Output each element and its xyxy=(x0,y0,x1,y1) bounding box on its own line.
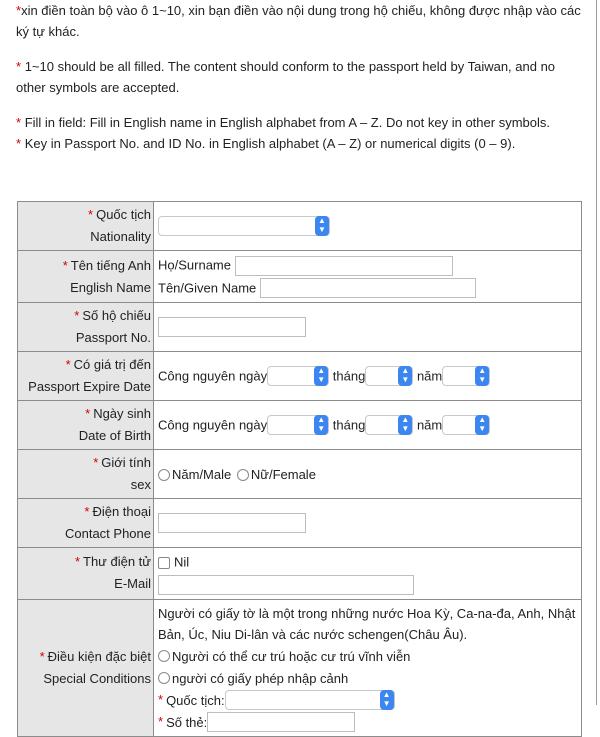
female-label: Nữ/Female xyxy=(250,467,316,483)
note-english-3: * Key in Passport No. and ID No. in English alphabet (A – Z) or numerical digits (0 – 9). xyxy=(16,136,516,151)
select-arrows-icon: ▲ ▼ xyxy=(475,415,489,435)
expire-day-label: Công nguyên ngày xyxy=(158,368,268,384)
expire-year-select[interactable] xyxy=(442,366,490,386)
label-passport-no: * Số hộ chiếu Passport No. xyxy=(18,303,154,352)
row-sex xyxy=(18,450,582,499)
select-arrows-icon: ▲ ▼ xyxy=(398,415,412,435)
email-input[interactable] xyxy=(158,575,414,595)
select-arrows-icon: ▲ ▼ xyxy=(314,415,328,435)
application-form xyxy=(17,201,582,737)
note-vietnamese: *xin điền toàn bộ vào ô 1~10, xin bạn điền vào nội dung trong hộ chiếu, không được nhập vào các ký tự khác. xyxy=(16,3,581,39)
special-nationality-select[interactable] xyxy=(225,690,395,710)
label-expire-date: * Có giá trị đến Passport Expire Date xyxy=(18,352,154,401)
row-email xyxy=(18,548,582,600)
nil-checkbox[interactable] xyxy=(158,557,170,569)
special-intro: Người có giấy tờ là một trong những nước Hoa Kỳ, Ca-na-đa, Anh, Nhật Bản, Úc, Niu Di-lân và các nước schengen(Châu Âu). xyxy=(158,605,576,642)
row-passport-no xyxy=(18,303,582,352)
label-phone: * Điện thoại Contact Phone xyxy=(18,499,154,548)
surname-input[interactable] xyxy=(235,256,453,276)
note-english-1: * 1~10 should be all filled. The content should conform to the passport held by Taiwan, and no other symbols are accepted. xyxy=(16,59,556,95)
instructions xyxy=(16,0,581,154)
given-name-input[interactable] xyxy=(260,278,476,298)
birth-month-label: tháng xyxy=(332,417,366,433)
special-nationality-label: Quốc tịch: xyxy=(166,692,225,708)
row-expire-date xyxy=(18,352,582,401)
label-email: * Thư điện tử E-Mail xyxy=(18,548,154,600)
select-arrows-icon: ▲ ▼ xyxy=(314,366,328,386)
given-name-label: Tên/Given Name xyxy=(158,280,257,296)
resident-radio[interactable] xyxy=(158,650,170,662)
label-english-name: * Tên tiếng Anh English Name xyxy=(18,251,154,303)
label-birth-date: * Ngày sinh Date of Birth xyxy=(18,401,154,450)
male-label: Năm/Male xyxy=(172,467,232,483)
birth-year-label: năm xyxy=(416,417,443,433)
label-nationality: * Quốc tịch Nationality xyxy=(18,202,154,251)
label-sex: * Giới tính sex xyxy=(18,450,154,499)
phone-input[interactable] xyxy=(158,513,306,533)
nil-label: Nil xyxy=(174,554,190,570)
entry-permit-radio[interactable] xyxy=(158,672,170,684)
birth-day-label: Công nguyên ngày xyxy=(158,417,268,433)
expire-month-label: tháng xyxy=(332,368,366,384)
passport-no-input[interactable] xyxy=(158,317,306,337)
card-no-label: Số thẻ: xyxy=(166,714,208,730)
select-arrows-icon: ▲ ▼ xyxy=(315,216,329,236)
row-nationality xyxy=(18,202,582,251)
expire-month-select[interactable] xyxy=(365,366,413,386)
row-english-name xyxy=(18,251,582,303)
select-arrows-icon: ▲ ▼ xyxy=(398,366,412,386)
surname-label: Họ/Surname xyxy=(158,257,231,273)
male-radio[interactable] xyxy=(158,469,170,481)
row-phone xyxy=(18,499,582,548)
birth-day-select[interactable] xyxy=(267,415,329,435)
card-no-input[interactable] xyxy=(207,712,355,732)
select-arrows-icon: ▲ ▼ xyxy=(475,366,489,386)
row-special-conditions: * Điều kiện đặc biệt Special Conditions Người có giấy tờ là một trong những nước Hoa Kỳ, Ca-na-đa, Anh, Nhật Bản, Úc, Niu Di-lân và các nước schengen(Châu Âu). Người có thể cư trú hoặc cư trú vĩnh viễn người có giấy phép nhập cảnh * Quốc tịch: ▲ ▼ * Số thẻ: xyxy=(18,599,582,736)
expire-year-label: năm xyxy=(416,368,443,384)
nationality-select[interactable] xyxy=(158,216,330,236)
entry-permit-label: người có giấy phép nhập cảnh xyxy=(172,670,349,686)
birth-year-select[interactable] xyxy=(442,415,490,435)
note-english-2: * Fill in field: Fill in English name in English alphabet from A – Z. Do not key in other symbols. xyxy=(16,115,550,130)
resident-label: Người có thể cư trú hoặc cư trú vĩnh viễn xyxy=(172,648,411,664)
select-arrows-icon: ▲ ▼ xyxy=(380,690,394,710)
female-radio[interactable] xyxy=(237,469,249,481)
row-birth-date xyxy=(18,401,582,450)
label-special-conditions: * Điều kiện đặc biệt Special Conditions xyxy=(18,599,154,736)
birth-month-select[interactable] xyxy=(365,415,413,435)
expire-day-select[interactable] xyxy=(267,366,329,386)
